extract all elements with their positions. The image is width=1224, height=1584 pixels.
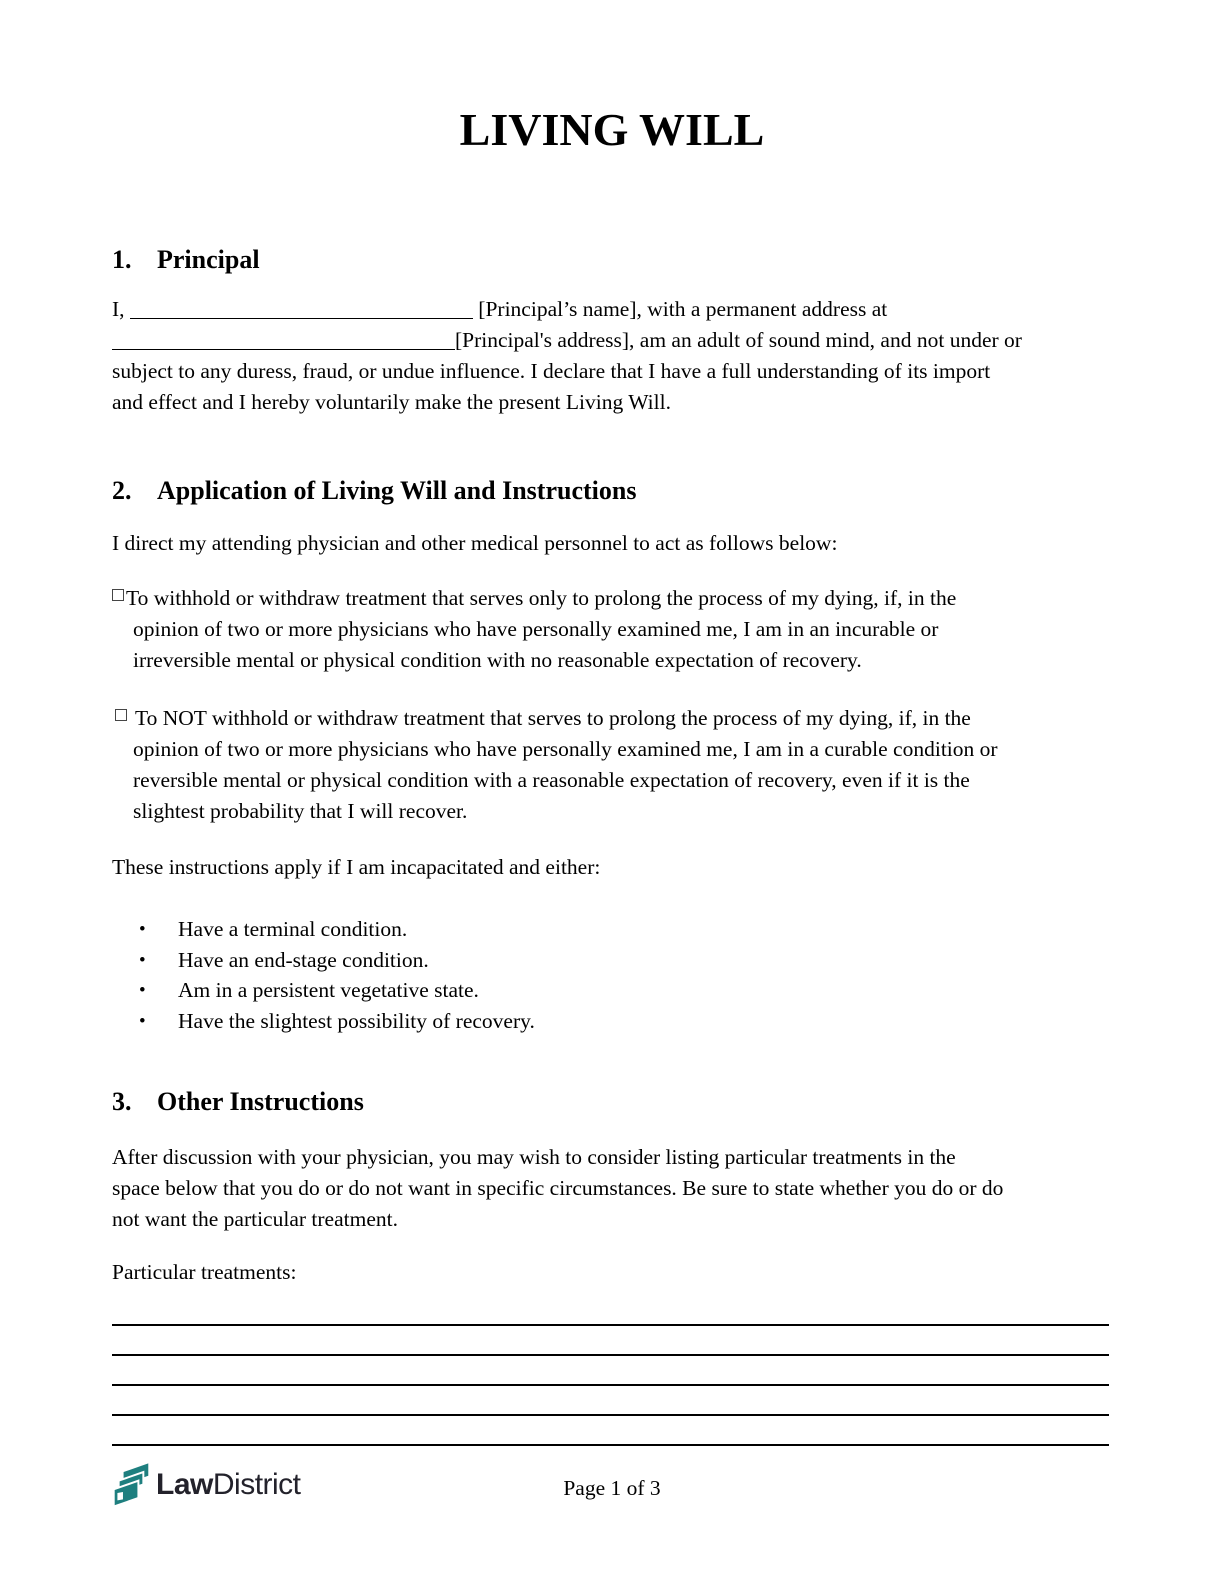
brand-law: Law bbox=[156, 1468, 213, 1501]
other-line3: not want the particular treatment. bbox=[112, 1207, 398, 1231]
section-3-heading-text: Other Instructions bbox=[157, 1087, 364, 1116]
condition-terminal: Have a terminal condition. bbox=[178, 917, 408, 941]
not-withhold-checkbox-icon[interactable] bbox=[115, 709, 127, 721]
section-1-number: 1. bbox=[112, 245, 132, 274]
page-number: Page 1 of 3 bbox=[563, 1476, 661, 1500]
section-1-heading bbox=[112, 243, 260, 277]
treatments-write-line[interactable] bbox=[112, 1414, 1109, 1416]
section-2-number: 2. bbox=[112, 476, 132, 505]
particular-treatments-label: Particular treatments: bbox=[112, 1260, 297, 1284]
list-item bbox=[112, 914, 535, 945]
withhold-option bbox=[112, 583, 956, 676]
treatments-write-line[interactable] bbox=[112, 1444, 1109, 1446]
treatments-write-line[interactable] bbox=[112, 1324, 1109, 1326]
condition-end-stage: Have an end-stage condition. bbox=[178, 947, 429, 972]
section-1-heading-text: Principal bbox=[157, 245, 260, 274]
not-withhold-line4: slightest probability that I will recover. bbox=[133, 799, 468, 823]
condition-vegetative: Am in a persistent vegetative state. bbox=[178, 978, 479, 1003]
other-line1: After discussion with your physician, you may wish to consider listing particular treatments in the bbox=[112, 1145, 956, 1169]
other-instructions-paragraph bbox=[112, 1142, 1003, 1235]
treatments-write-line[interactable] bbox=[112, 1354, 1109, 1356]
list-item bbox=[112, 945, 535, 976]
section-3-number: 3. bbox=[112, 1087, 132, 1116]
bullet-icon: • bbox=[139, 1011, 146, 1033]
section-3-heading bbox=[112, 1085, 364, 1119]
apply-intro: These instructions apply if I am incapacitated and either: bbox=[112, 855, 601, 879]
conditions-list bbox=[112, 914, 535, 1037]
brand-district: District bbox=[212, 1468, 301, 1501]
application-intro: I direct my attending physician and other medical personnel to act as follows below: bbox=[112, 531, 838, 555]
not-withhold-option bbox=[112, 703, 998, 827]
principal-line4-text: and effect and I hereby voluntarily make the present Living Will. bbox=[112, 390, 671, 414]
not-withhold-line2: opinion of two or more physicians who have personally examined me, I am in a curable condition or bbox=[133, 737, 998, 761]
section-2-heading bbox=[112, 474, 636, 508]
principal-address-blank[interactable] bbox=[112, 347, 455, 350]
list-item bbox=[112, 975, 535, 1006]
bullet-icon: • bbox=[139, 980, 146, 1002]
treatments-write-line[interactable] bbox=[112, 1384, 1109, 1386]
principal-paragraph bbox=[112, 294, 1022, 418]
section-2-heading-text: Application of Living Will and Instructions bbox=[157, 476, 637, 505]
withhold-line3: irreversible mental or physical condition with no reasonable expectation of recovery. bbox=[133, 648, 862, 672]
not-withhold-line3: reversible mental or physical condition with a reasonable expectation of recovery, even if it is the bbox=[133, 768, 970, 792]
withhold-line1: To withhold or withdraw treatment that serves only to prolong the process of my dying, if, in the bbox=[126, 586, 957, 610]
page-title: LIVING WILL bbox=[459, 104, 765, 155]
principal-name-blank[interactable] bbox=[130, 316, 473, 319]
principal-line3-text: subject to any duress, fraud, or undue influence. I declare that I have a full understanding of its import bbox=[112, 359, 991, 383]
bullet-icon: • bbox=[139, 919, 146, 940]
other-line2: space below that you do or do not want in specific circumstances. Be sure to state whether you do or do bbox=[112, 1176, 1004, 1200]
list-item bbox=[112, 1006, 535, 1037]
principal-line1-prefix: I, bbox=[112, 297, 125, 321]
not-withhold-line1: To NOT withhold or withdraw treatment that serves to prolong the process of my dying, if, in the bbox=[135, 706, 971, 730]
bullet-icon: • bbox=[139, 949, 146, 971]
principal-line2-text: [Principal's address], am an adult of sound mind, and not under or bbox=[455, 328, 1022, 352]
withhold-line2: opinion of two or more physicians who have personally examined me, I am in an incurable or bbox=[133, 617, 939, 641]
condition-recovery: Have the slightest possibility of recovery. bbox=[178, 1009, 535, 1034]
withhold-checkbox-icon[interactable] bbox=[112, 589, 124, 601]
principal-line1-text: [Principal’s name], with a permanent address at bbox=[478, 297, 888, 321]
